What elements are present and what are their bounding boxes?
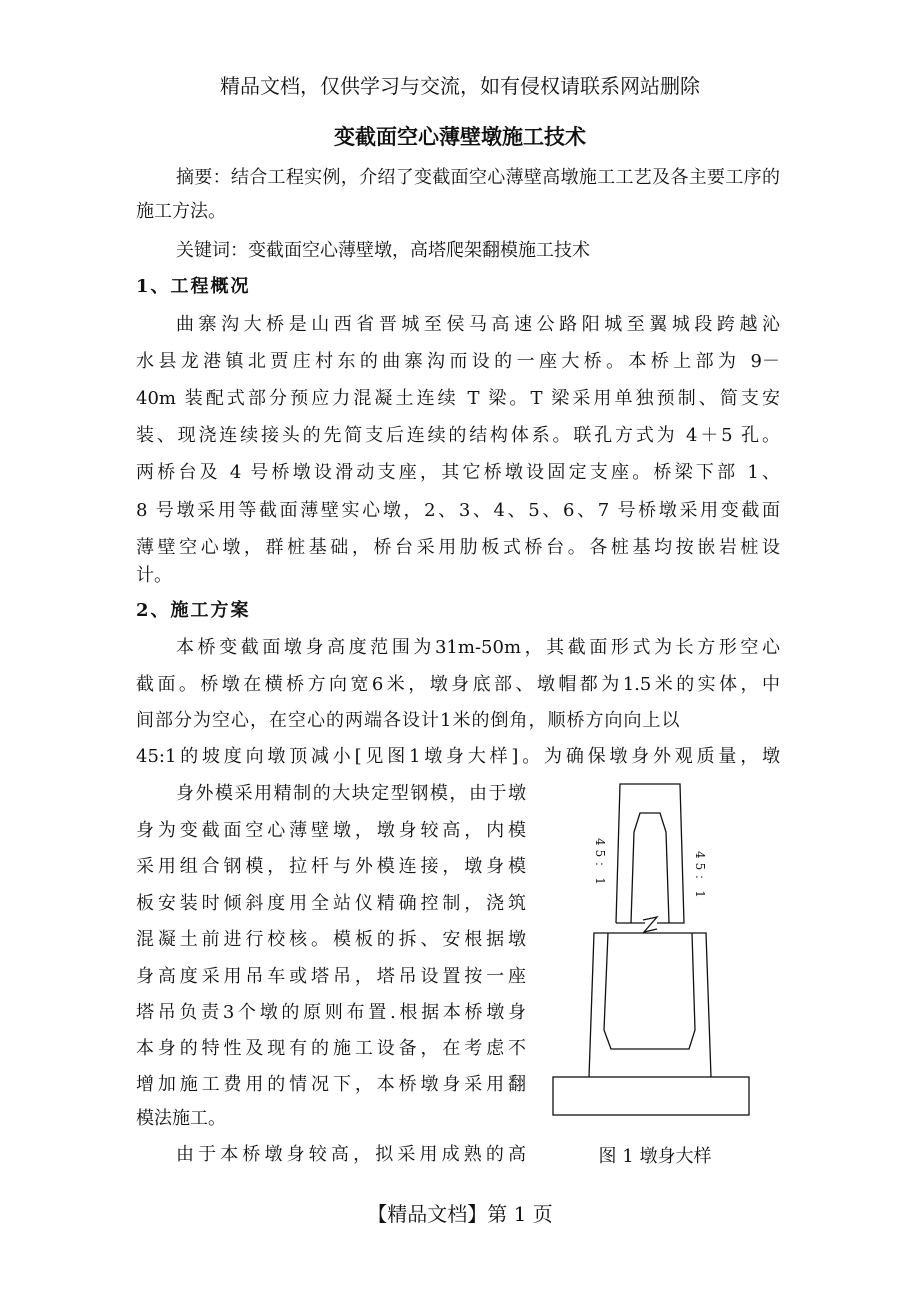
body-line: 身外模采用精制的大块定型钢模，由于墩 (176, 783, 526, 804)
body-line: 水县龙港镇北贾庄村东的曲寨沟而设的一座大桥。本桥上部为 9－ (136, 351, 780, 372)
page-header: 精品文档，仅供学习与交流，如有侵权请联系网站删除 (220, 74, 700, 98)
body-line: 身高度采用吊车或塔吊，塔吊设置按一座 (136, 966, 526, 987)
body-line: 装、现浇连续接头的先简支后连续的结构体系。联孔方式为 4＋5 孔。 (136, 425, 780, 446)
page-footer: 【精品文档】第 1 页 (367, 1202, 553, 1226)
body-line: 模法施工。 (136, 1108, 226, 1129)
body-line: 板安装时倾斜度用全站仪精确控制，浇筑 (136, 893, 526, 914)
doc-title: 变截面空心薄壁墩施工技术 (334, 124, 586, 149)
slope-label-right: 45：1 (693, 851, 707, 902)
body-line: 间部分为空心，在空心的两端各设计1米的倒角，顺桥方向向上以 (136, 710, 681, 731)
slope-label-left: 45：1 (593, 838, 607, 889)
abstract-line: 摘要：结合工程实例，介绍了变截面空心薄壁高墩施工工艺及各主要工序的 (176, 167, 780, 188)
body-line: 采用组合钢模，拉杆与外模连接，墩身模 (136, 856, 526, 877)
body-line: 曲寨沟大桥是山西省晋城至侯马高速公路阳城至翼城段跨越沁 (176, 314, 780, 335)
body-line: 本身的特性及现有的施工设备，在考虑不 (136, 1038, 526, 1059)
body-line: 两桥台及 4 号桥墩设滑动支座，其它桥墩设固定支座。桥梁下部 1、 (136, 462, 780, 483)
body-line: 计。 (136, 565, 172, 586)
section-heading: 2、施工方案 (136, 600, 251, 621)
body-line: 8 号墩采用等截面薄壁实心墩，2、3、4、5、6、7 号桥墩采用变截面 (136, 500, 780, 521)
lower-inner-void (604, 933, 695, 1049)
section-heading: 1、工程概况 (136, 276, 251, 297)
foundation (553, 1077, 749, 1115)
body-line: 塔吊负责3个墩的原则布置.根据本桥墩身 (136, 1002, 526, 1023)
body-line: 混凝土前进行校核。模板的拆、安根据墩 (136, 929, 526, 950)
body-line: 40m 装配式部分预应力混凝土连续 T 梁。T 梁采用单独预制、简支安 (136, 388, 780, 409)
body-line: 本桥变截面墩身高度范围为31m-50m，其截面形式为长方形空心 (176, 637, 780, 658)
body-line: 增加施工费用的情况下，本桥墩身采用翻 (136, 1074, 526, 1095)
body-line: 45:1的坡度向墩顶减小[见图1墩身大样]。为确保墩身外观质量，墩 (136, 746, 780, 767)
body-line: 薄壁空心墩，群桩基础，桥台采用肋板式桥台。各桩基均按嵌岩桩设 (136, 537, 780, 558)
figure-caption: 图 1 墩身大样 (598, 1146, 712, 1167)
body-line: 截面。桥墩在横桥方向宽6米，墩身底部、墩帽都为1.5米的实体，中 (136, 674, 780, 695)
upper-inner-void (631, 813, 669, 923)
break-symbol (643, 917, 657, 932)
body-line: 由于本桥墩身较高，拟采用成熟的高 (176, 1144, 526, 1165)
body-line: 身为变截面空心薄壁墩，墩身较高，内模 (136, 820, 526, 841)
abstract-line: 施工方法。 (136, 201, 226, 222)
upper-outer-wall (616, 784, 684, 923)
keywords: 关键词：变截面空心薄壁墩，高塔爬架翻模施工技术 (176, 240, 590, 261)
